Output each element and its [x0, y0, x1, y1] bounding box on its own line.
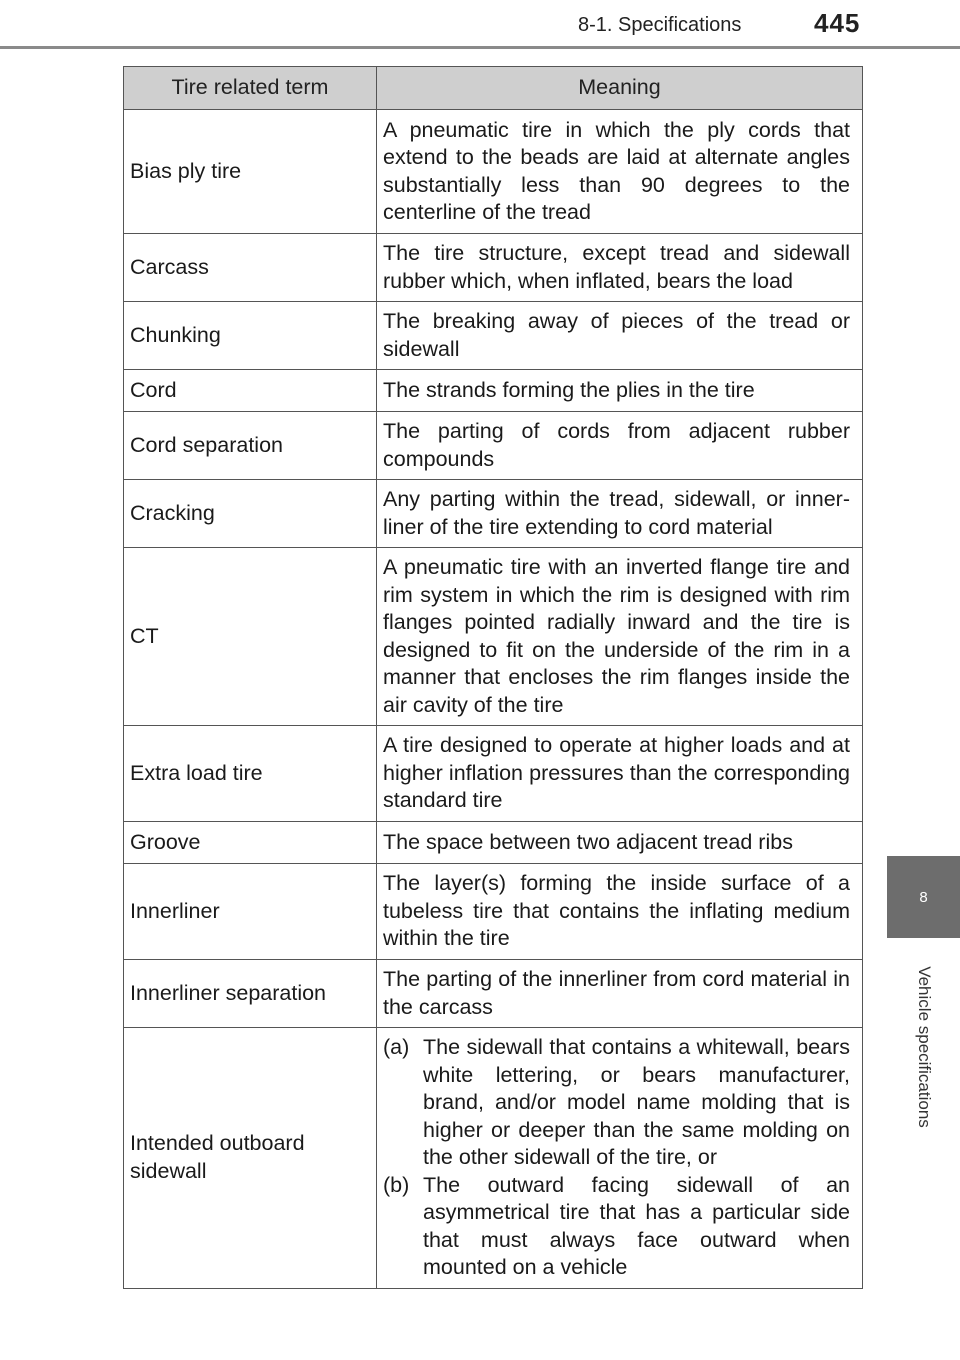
- term-cell: Extra load tire: [124, 726, 377, 822]
- table-row: [124, 726, 863, 822]
- meaning-cell: The parting of cords from adjacent rubber compounds: [377, 412, 863, 480]
- table-row: [124, 822, 863, 864]
- chapter-tab-number: 8: [887, 856, 960, 938]
- list-marker: (b): [383, 1172, 410, 1197]
- term-cell: Innerliner: [124, 864, 377, 960]
- table-row: [124, 480, 863, 548]
- meaning-cell: The strands forming the plies in the tire: [377, 370, 863, 412]
- meaning-cell: Any parting within the tread, sidewall, or inner-liner of the tire extending to cord material: [377, 480, 863, 548]
- meaning-cell: A pneumatic tire with an inverted flange tire and rim system in which the rim is designed with rim flanges pointed radially inward and the tire is designed to fit on the underside of the rim in a manner that encloses the rim flanges inside the air cavity of the tire: [377, 548, 863, 726]
- term-cell: Cord: [124, 370, 377, 412]
- term-cell: Groove: [124, 822, 377, 864]
- table-row: [124, 412, 863, 480]
- meaning-cell: The breaking away of pieces of the tread or sidewall: [377, 302, 863, 370]
- meaning-list-item: [383, 1034, 850, 1172]
- table-header-row: [124, 67, 863, 110]
- chapter-tab-label-text: Vehicle specifications: [914, 966, 934, 1128]
- column-header-meaning: Meaning: [377, 67, 863, 110]
- table-row: [124, 548, 863, 726]
- term-cell: Chunking: [124, 302, 377, 370]
- list-text: The outward facing sidewall of an asymmetrical tire that has a particular side that must always face outward when mounted on a vehicle: [423, 1172, 850, 1279]
- table-row: [124, 302, 863, 370]
- term-cell: Innerliner separation: [124, 960, 377, 1028]
- meaning-cell: The space between two adjacent tread ribs: [377, 822, 863, 864]
- table-row: [124, 370, 863, 412]
- term-cell: Bias ply tire: [124, 110, 377, 234]
- tire-terms-table: [123, 66, 863, 1289]
- meaning-cell: The parting of the innerliner from cord material in the carcass: [377, 960, 863, 1028]
- meaning-list-item: [383, 1172, 850, 1282]
- term-cell: Cracking: [124, 480, 377, 548]
- term-cell: Carcass: [124, 234, 377, 302]
- meaning-cell: [377, 1028, 863, 1289]
- term-cell: Intended outboard sidewall: [124, 1028, 377, 1289]
- table-row: [124, 960, 863, 1028]
- table-row: [124, 1028, 863, 1289]
- table-row: [124, 234, 863, 302]
- meaning-cell: A tire designed to operate at higher loads and at higher inflation pressures than the corresponding standard tire: [377, 726, 863, 822]
- term-cell: CT: [124, 548, 377, 726]
- column-header-term: Tire related term: [124, 67, 377, 110]
- table-row: [124, 110, 863, 234]
- chapter-tab-label: [887, 942, 960, 1152]
- section-title: 8-1. Specifications: [578, 14, 742, 36]
- term-cell: Cord separation: [124, 412, 377, 480]
- meaning-cell: The tire structure, except tread and sidewall rubber which, when inflated, bears the load: [377, 234, 863, 302]
- header-rule: [0, 46, 960, 49]
- meaning-cell: A pneumatic tire in which the ply cords that extend to the beads are laid at alternate angles substantially less than 90 degrees to the centerline of the tread: [377, 110, 863, 234]
- list-marker: (a): [383, 1035, 410, 1059]
- table-row: [124, 864, 863, 960]
- page-number: 445: [814, 8, 861, 38]
- list-text: The sidewall that contains a whitewall, bears white lettering, or bears manufacturer, brand, and/or model name molding that is higher or deeper than the same molding on the other sidewall of the tire, or: [423, 1035, 850, 1169]
- meaning-cell: The layer(s) forming the inside surface of a tubeless tire that contains the inflating medium within the tire: [377, 864, 863, 960]
